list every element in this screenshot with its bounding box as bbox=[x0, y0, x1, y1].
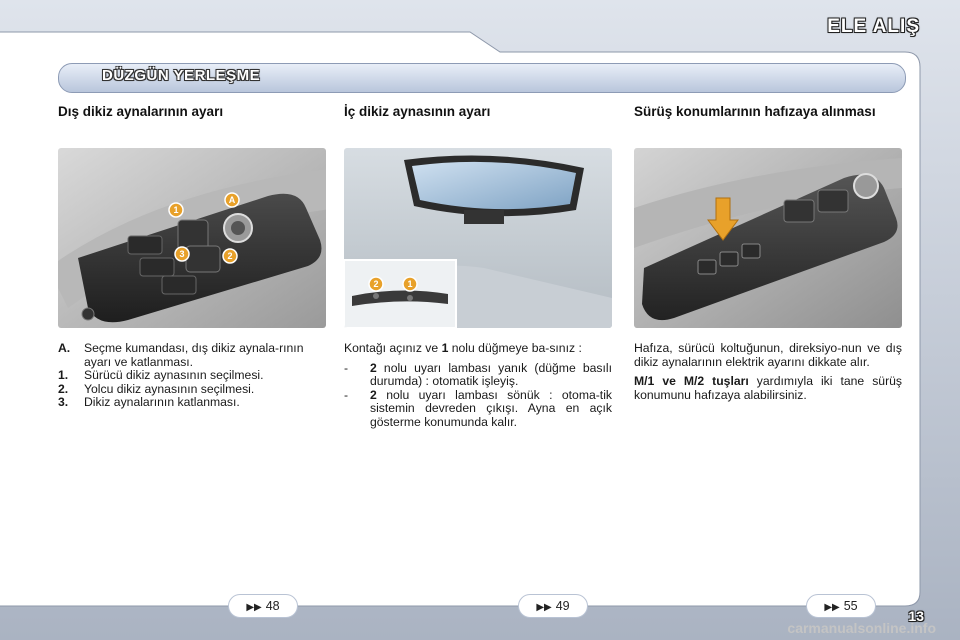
list-item: 1. Sürücü dikiz aynasının seçilmesi. bbox=[58, 368, 264, 383]
memory-paragraph-1: Hafıza, sürücü koltuğunun, direksiyo-nun ve dış dikiz aynalarının elektrik ayarını dikkate alır. bbox=[634, 341, 902, 369]
list-item: - 2 nolu uyarı lambası yanık (düğme basılı durumda) : otomatik işleyiş. bbox=[344, 360, 612, 389]
banner-title: DÜZGÜN YERLEŞME bbox=[102, 67, 261, 84]
exterior-mirror-list bbox=[58, 342, 326, 410]
interior-mirror-text bbox=[344, 342, 612, 430]
callout-a: A bbox=[228, 195, 236, 205]
page-ref-48[interactable]: ▶▶ 48 bbox=[228, 594, 298, 618]
photo-interior-mirror bbox=[344, 148, 612, 328]
heading-driving-memory: Sürüş konumlarının hafızaya alınması bbox=[634, 104, 876, 119]
arrow-icon: ▶▶ bbox=[536, 602, 552, 613]
heading-interior-mirror: İç dikiz aynasının ayarı bbox=[344, 104, 491, 119]
callout-1: 1 bbox=[407, 279, 413, 289]
list-item: 3. Dikiz aynalarının katlanması. bbox=[58, 395, 240, 410]
list-item: A. Seçme kumandası, dış dikiz aynala-rının ayarı ve katlanması. bbox=[58, 341, 304, 369]
photo-memory-buttons bbox=[634, 148, 902, 328]
watermark: carmanualsonline.info bbox=[787, 620, 936, 636]
page-ref-55[interactable]: ▶▶ 55 bbox=[806, 594, 876, 618]
section-title: ELE ALIŞ bbox=[827, 16, 920, 37]
callout-3: 3 bbox=[179, 249, 185, 259]
callout-2: 2 bbox=[227, 251, 233, 261]
list-item: - 2 nolu uyarı lambası sönük : otoma-tik sistemin devreden çıkışı. Ayna en açık gösterme konumunda kalır. bbox=[344, 387, 612, 429]
memory-paragraph-2: M/1 ve M/2 tuşları yardımıyla iki tane sürüş konumunu hafızaya alabilirsiniz. bbox=[634, 374, 903, 402]
memory-text bbox=[634, 342, 902, 408]
list-item: 2. Yolcu dikiz aynasının seçilmesi. bbox=[58, 381, 255, 396]
callout-1: 1 bbox=[173, 205, 179, 215]
heading-exterior-mirrors: Dış dikiz aynalarının ayarı bbox=[58, 104, 224, 119]
page-number: 13 bbox=[908, 608, 924, 624]
page-ref-49[interactable]: ▶▶ 49 bbox=[518, 594, 588, 618]
arrow-icon: ▶▶ bbox=[824, 602, 840, 613]
intro-paragraph: Kontağı açınız ve 1 nolu düğmeye ba-sınız : bbox=[344, 341, 582, 355]
arrow-icon: ▶▶ bbox=[246, 602, 262, 613]
photo-mirror-controls bbox=[58, 148, 326, 328]
callout-2: 2 bbox=[373, 279, 379, 289]
